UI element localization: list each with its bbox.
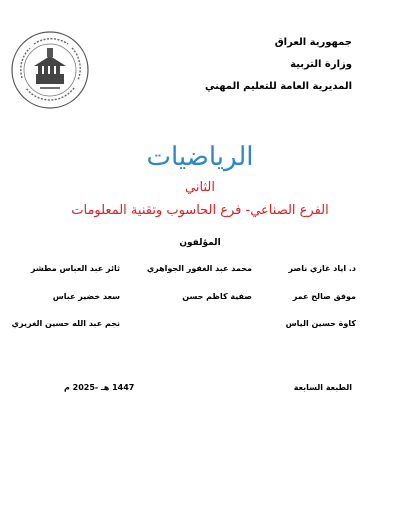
header-country: جمهورية العراق xyxy=(274,37,352,48)
book-title: الرياضيات xyxy=(146,142,254,172)
author-name: سعد خضير عباس xyxy=(52,292,120,301)
author-name: كاوة حسين الياس xyxy=(285,319,356,328)
author-name: نجم عبد الله حسين الغريري xyxy=(11,319,120,328)
book-grade: الثاني xyxy=(185,180,215,195)
publication-year: 1447 هـ -2025 م xyxy=(64,383,135,392)
ministry-seal-icon xyxy=(10,30,90,110)
author-name: ثائر عبد العباس مطشر xyxy=(30,264,120,273)
author-name: د. اياد غازي ناصر xyxy=(288,264,356,273)
header-ministry: وزارة التربية xyxy=(290,59,352,70)
header-directorate: المديرية العامة للتعليم المهني xyxy=(205,81,352,92)
author-name: محمد عبد الغفور الجواهري xyxy=(146,264,252,273)
authors-heading: المؤلفون xyxy=(179,238,221,248)
ministry-header xyxy=(152,32,352,98)
edition-label: الطبعة السابعة xyxy=(293,383,352,392)
book-branch: الفرع الصناعي- فرع الحاسوب وتقنية المعلومات xyxy=(71,203,329,218)
author-name: صفية كاظم حسن xyxy=(182,292,252,301)
author-name: موفق صالح عمر xyxy=(292,292,356,301)
